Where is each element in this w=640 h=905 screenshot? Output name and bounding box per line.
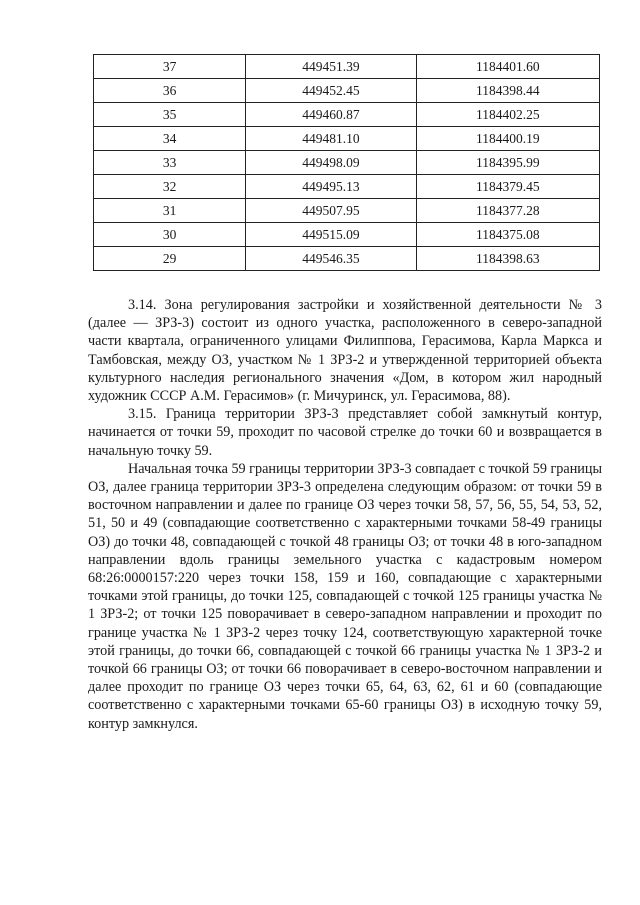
paragraph-boundary-description: Начальная точка 59 границы территории ЗРЗ-3 совпадает с точкой 59 границы ОЗ, далее граница территории ЗРЗ-3 определена следующим образом: от точки 59 в восточном направлении и далее по границе ОЗ через точки 58, 57, 56, 55, 54, 53, 52, 51, 50 и 49 (совпадающие соответственно с характерными точками 58-49 границы ОЗ) до точки 48, совпадающей с точкой 48 границы ОЗ; от точки 48 в юго-западном направлении вдоль границы земельного участка с кадастровым номером 68:26:0000157:220 через точки 158, 159 и 160, совпадающие с характерными точками этой границы, до точки 125, совпадающей с точкой 125 границы участка № 1 ЗРЗ-2; от точки 125 поворачивает в северо-западном направлении и проходит по границе участка № 1 ЗРЗ-2 через точку 124, соответствующую характерной точке этой границы, до точки 66, совпадающей с точкой 66 границы участка № 1 ЗРЗ-2 и точкой 66 границы ОЗ; от точки 66 поворачивает в северо-восточном направлении и далее проходит по границе ОЗ через точки 65, 64, 63, 62, 61 и 60 (совпадающие соответственно с характерными точками 65-60 границы ОЗ) в исходную точку 59, контур замкнулся. [88,460,603,732]
x-coordinate-cell: 449481.10 [246,127,416,151]
point-number-cell: 36 [94,79,246,103]
y-coordinate-cell: 1184379.45 [416,175,599,199]
table-row [94,103,600,127]
point-number-cell: 30 [94,223,246,247]
x-coordinate-cell: 449507.95 [246,199,416,223]
paragraph-3-14: 3.14. Зона регулирования застройки и хозяйственной деятельности № 3 (далее — ЗРЗ-3) состоит из одного участка, расположенного в северо-западной части квартала, ограниченного улицами Филиппова, Герасимова, Карла Маркса и Тамбовская, между ОЗ, участком № 1 ЗРЗ-2 и утвержденной территорией объекта культурного наследия регионального значения «Дом, в котором жил народный художник СССР А.М. Герасимов» (г. Мичуринск, ул. Герасимова, 88). [88,297,602,405]
point-number-cell: 34 [94,127,246,151]
point-number-cell: 37 [94,55,246,79]
y-coordinate-cell: 1184400.19 [416,127,599,151]
x-coordinate-cell: 449546.35 [246,247,416,271]
x-coordinate-cell: 449515.09 [246,223,416,247]
point-number-cell: 31 [94,199,246,223]
body-text [88,296,602,733]
y-coordinate-cell: 1184395.99 [416,151,599,175]
paragraph-3-15: 3.15. Граница территории ЗРЗ-3 представляет собой замкнутый контур, начинается от точки 59, проходит по часовой стрелке до точки 60 и возвращается в начальную точку 59. [88,406,602,459]
y-coordinate-cell: 1184375.08 [416,223,599,247]
y-coordinate-cell: 1184398.63 [416,247,599,271]
x-coordinate-cell: 449498.09 [246,151,416,175]
table-row [94,55,600,79]
point-number-cell: 33 [94,151,246,175]
y-coordinate-cell: 1184402.25 [416,103,599,127]
table-row [94,127,600,151]
x-coordinate-cell: 449460.87 [246,103,416,127]
table-row [94,151,600,175]
point-number-cell: 29 [94,247,246,271]
y-coordinate-cell: 1184398.44 [416,79,599,103]
x-coordinate-cell: 449451.39 [246,55,416,79]
table-row [94,175,600,199]
x-coordinate-cell: 449452.45 [246,79,416,103]
table-row [94,223,600,247]
table-row [94,247,600,271]
coordinates-table [93,54,600,271]
point-number-cell: 35 [94,103,246,127]
table-row [94,199,600,223]
point-number-cell: 32 [94,175,246,199]
y-coordinate-cell: 1184377.28 [416,199,599,223]
y-coordinate-cell: 1184401.60 [416,55,599,79]
table-row [94,79,600,103]
x-coordinate-cell: 449495.13 [246,175,416,199]
